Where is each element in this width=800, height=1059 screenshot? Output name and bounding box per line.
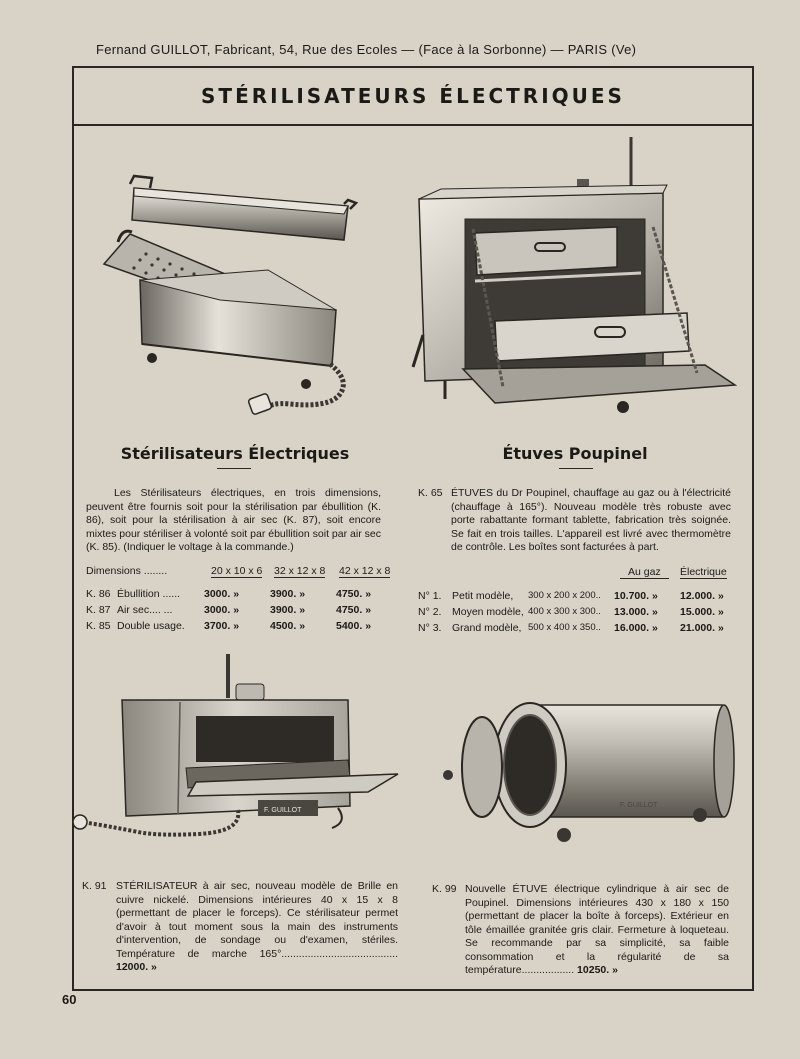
row-dims: 500 x 400 x 350.. xyxy=(528,622,601,633)
row-number: N° 3. xyxy=(418,622,442,634)
poupinel-code: K. 65 xyxy=(418,487,443,499)
row-price: 3000. » xyxy=(204,604,240,616)
row-name: Air sec.... ... xyxy=(117,604,173,616)
device-label: F. GUILLOT xyxy=(264,807,302,814)
col-large: 42 x 12 x 8 xyxy=(339,565,391,577)
col-small: 20 x 10 x 6 xyxy=(211,565,263,577)
row-name: Double usage. xyxy=(117,620,185,632)
row-dims: 400 x 300 x 300.. xyxy=(528,606,601,617)
row-price: 3900. » xyxy=(270,604,306,616)
row-name: Ébullition ...... xyxy=(117,588,181,600)
sterilizers-description: Les Stérilisateurs électriques, en trois dimensions, peuvent être fournis soit pour la stérilisation par ébullition (K. 86), soit pour la stérilisation à air sec (K. 87), soit encore mixtes pour stériliser à volonté soit par ébullition soit par air sec (K. 85). (Indiquer le voltage à la commande.) xyxy=(86,487,381,553)
row-code: K. 87 xyxy=(86,604,111,616)
k91-code: K. 91 xyxy=(82,880,107,892)
sterilizers-title-underline xyxy=(217,468,251,469)
sterilizers-section-title: Stérilisateurs Électriques xyxy=(120,444,350,463)
table-row xyxy=(418,622,738,638)
row-price: 4750. » xyxy=(336,604,372,616)
row-price: 5400. » xyxy=(336,620,372,632)
table-row xyxy=(86,604,386,620)
page-header: Fernand GUILLOT, Fabricant, 54, Rue des Ecoles — (Face à la Sorbonne) — PARIS (Ve) xyxy=(96,42,637,57)
poupinel-section-title: Étuves Poupinel xyxy=(502,444,648,463)
page-number: 60 xyxy=(62,992,77,1007)
k99-description xyxy=(465,883,729,978)
row-dims: 300 x 200 x 200.. xyxy=(528,590,601,601)
k91-description xyxy=(116,880,398,975)
poupinel-oven-image xyxy=(405,135,740,420)
sterilizers-table-header xyxy=(86,565,391,581)
row-name: Moyen modèle, xyxy=(452,606,524,618)
row-price: 3000. » xyxy=(204,588,240,600)
row-code: K. 85 xyxy=(86,620,111,632)
row-price: 10.700. » xyxy=(614,590,658,602)
table-row xyxy=(86,588,386,604)
row-code: K. 86 xyxy=(86,588,111,600)
dimensions-label: Dimensions ........ xyxy=(86,565,168,577)
page-title: STÉRILISATEURS ÉLECTRIQUES xyxy=(201,84,625,108)
poupinel-title-underline xyxy=(559,468,593,469)
col-gas: Au gaz xyxy=(620,566,669,579)
table-row xyxy=(418,590,738,606)
row-price: 13.000. » xyxy=(614,606,658,618)
row-price: 16.000. » xyxy=(614,622,658,634)
col-medium: 32 x 12 x 8 xyxy=(274,565,326,577)
k91-text: STÉRILISATEUR à air sec, nouveau modèle de Brille en cuivre nickelé. Dimensions intérieures 40 x 15 x 8 (permettant de placer le forceps). Ce stérilisateur permet d'avoir à tout moment sous la main des instruments d'intervention, de sondage ou d'examen, stériles. Température de marche 165°........................................ xyxy=(116,880,398,960)
row-name: Grand modèle, xyxy=(452,622,522,634)
dry-air-sterilizer-image xyxy=(68,650,408,860)
row-price: 12.000. » xyxy=(680,590,724,602)
row-number: N° 1. xyxy=(418,590,442,602)
row-price: 4500. » xyxy=(270,620,306,632)
boiling-sterilizer-image xyxy=(100,170,360,420)
poupinel-table-header xyxy=(418,566,738,582)
table-row xyxy=(418,606,738,622)
k91-price: 12000. » xyxy=(116,961,157,973)
row-price: 4750. » xyxy=(336,588,372,600)
device-label: F. GUILLOT xyxy=(620,802,658,809)
row-name: Petit modèle, xyxy=(452,590,514,602)
row-price: 3900. » xyxy=(270,588,306,600)
title-band xyxy=(74,68,752,126)
row-price: 21.000. » xyxy=(680,622,724,634)
row-price: 15.000. » xyxy=(680,606,724,618)
k99-code: K. 99 xyxy=(432,883,457,895)
k99-price: 10250. » xyxy=(577,964,618,976)
poupinel-description: ÉTUVES du Dr Poupinel, chauffage au gaz ou à l'électricité (chauffage à 165°). Nouveau modèle très robuste avec porte rabattante formant tablette, fabrication très soignée. Se fait en trois tailles. L'appareil est livré avec thermomètre de contrôle. Les boîtes sont facturées à part. xyxy=(451,487,731,553)
col-electric: Électrique xyxy=(680,566,727,578)
cylindrical-oven-image xyxy=(440,695,740,855)
table-row xyxy=(86,620,386,636)
k99-text: Nouvelle ÉTUVE électrique cylindrique à air sec de Poupinel. Dimensions intérieures 430 x 180 x 150 (permettant de placer la boîte à forceps). Extérieur en tôle émaillée granitée gris clair. Fermeture à loqueteau. Se recommande par sa simplicité, sa faible consommation et la régularité de sa température.................. xyxy=(465,883,729,976)
row-number: N° 2. xyxy=(418,606,442,618)
row-price: 3700. » xyxy=(204,620,240,632)
